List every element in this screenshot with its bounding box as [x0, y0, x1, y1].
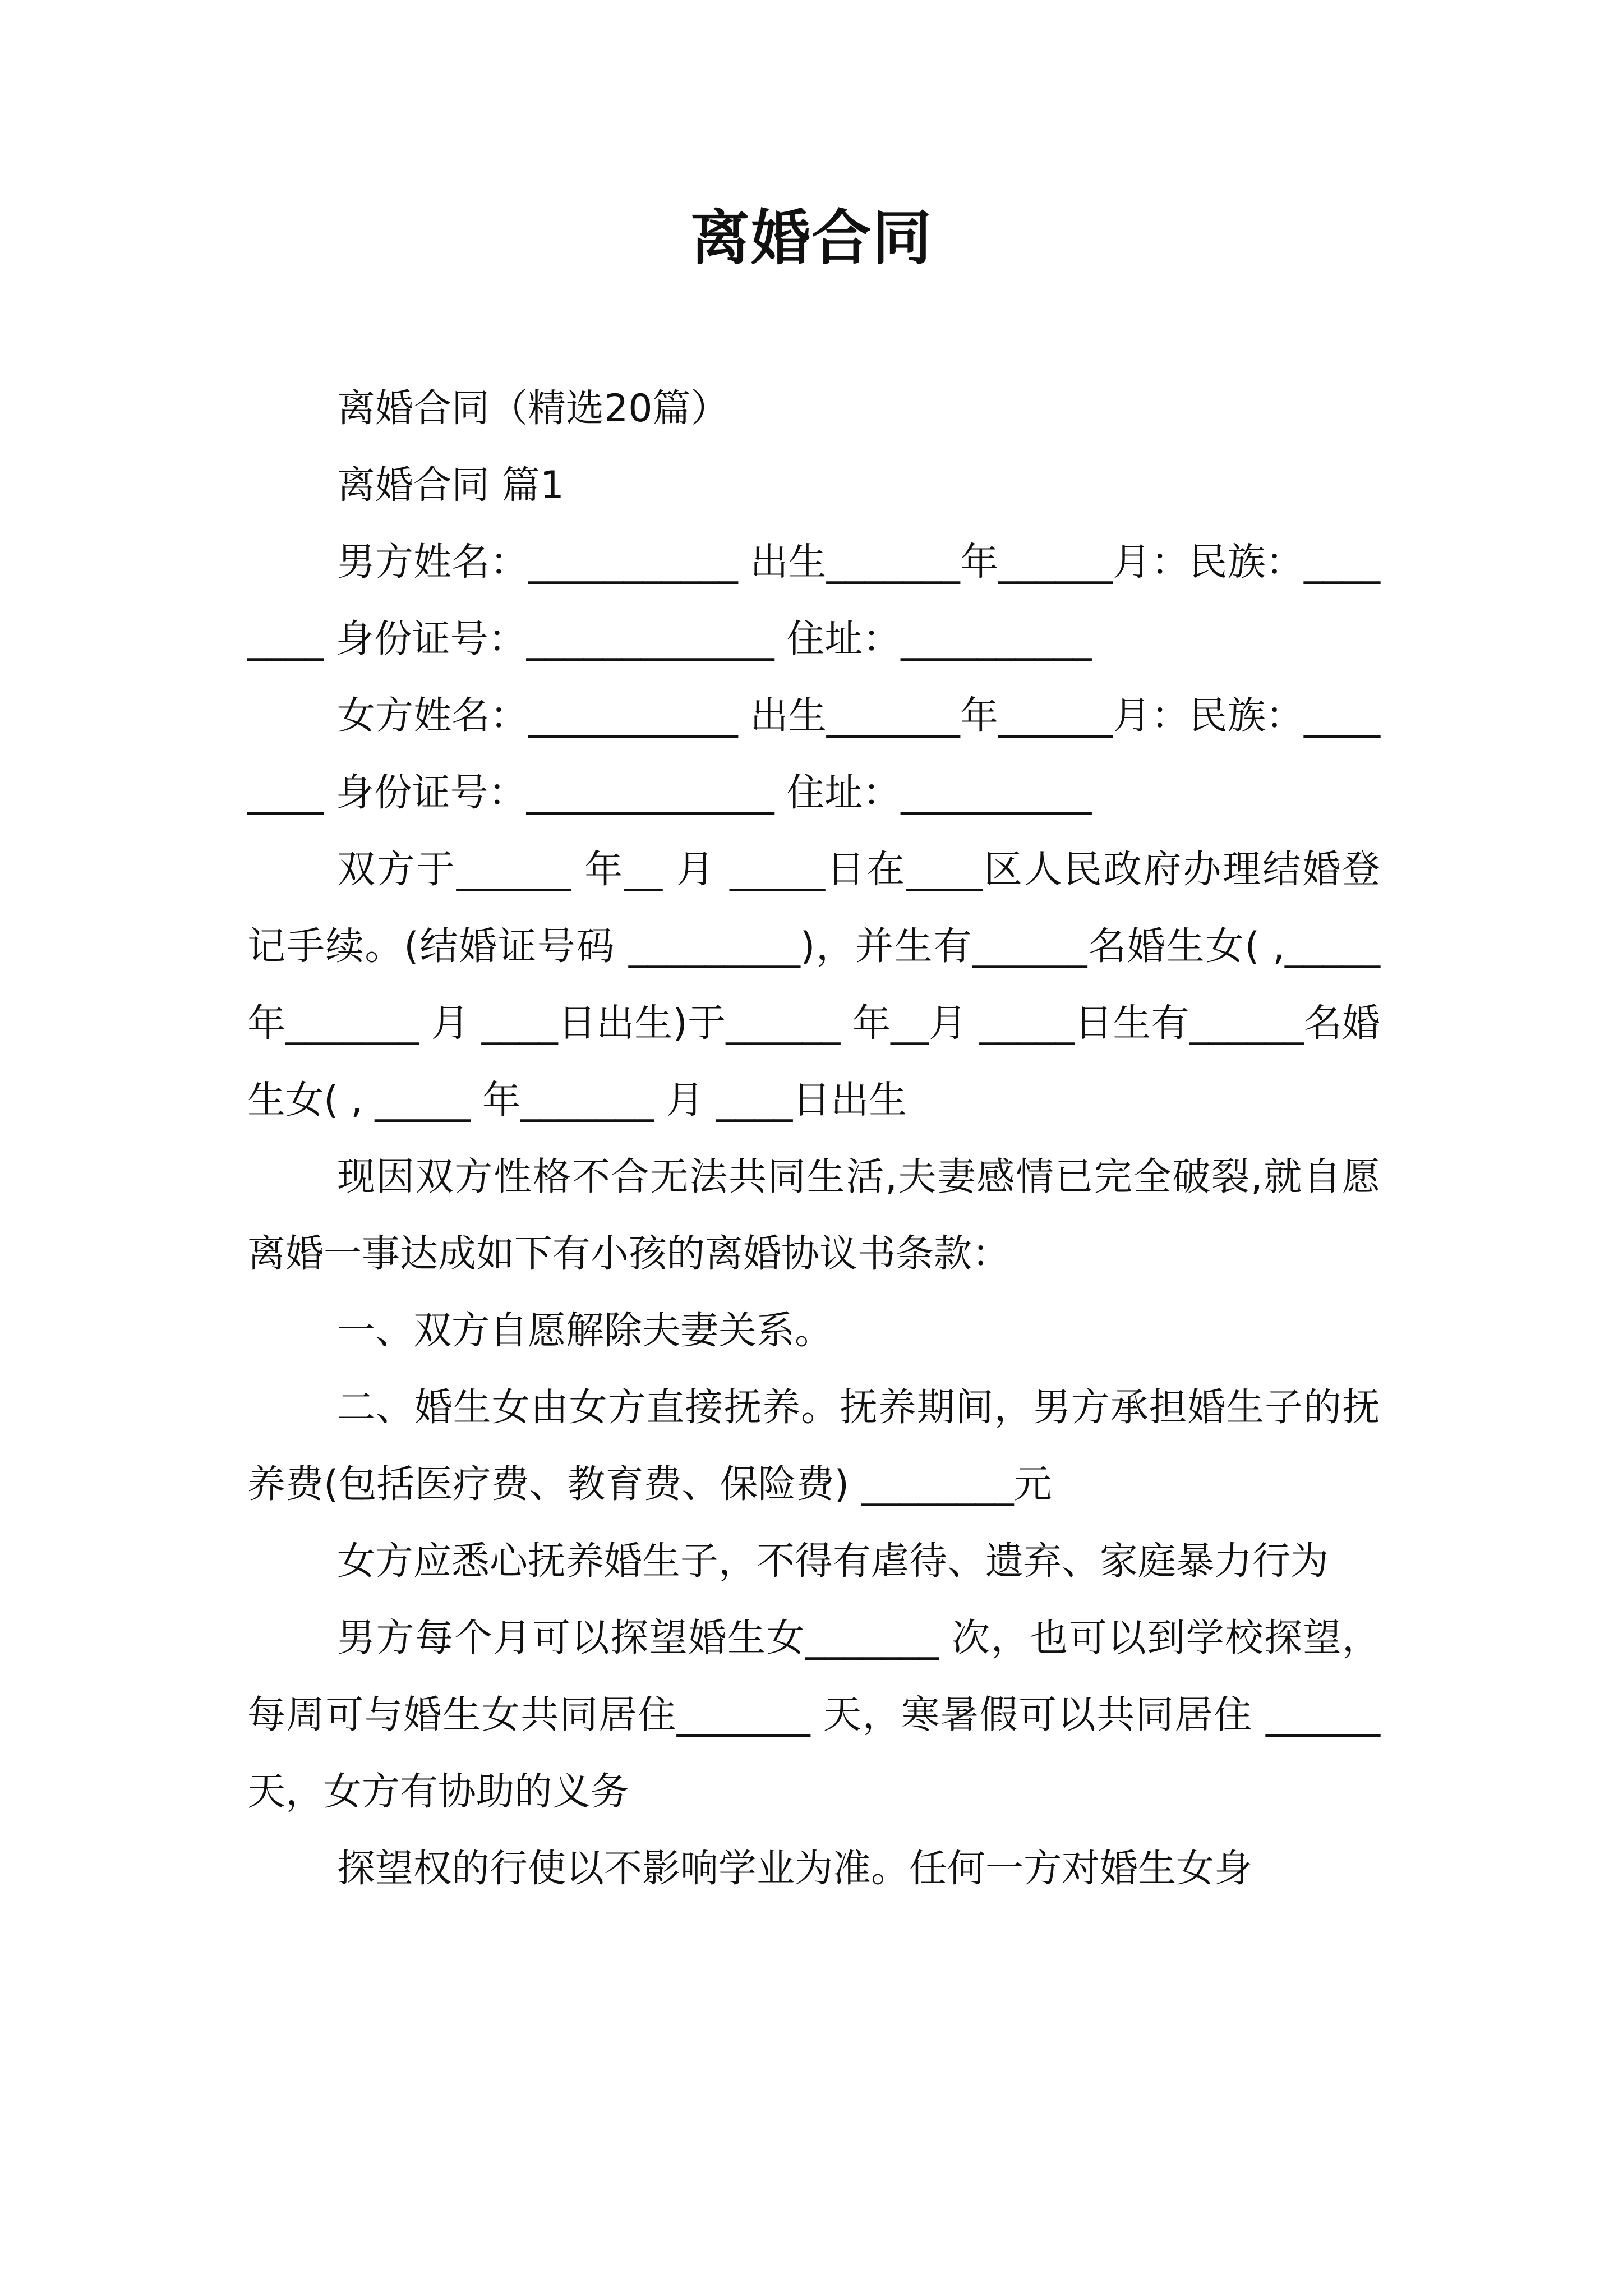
clause-1: 一、双方自愿解除夫妻关系。 [337, 1309, 833, 1353]
marriage-and-children-info: 双方于______ 年__ 月 _____日在____区人民政府办理结婚登记手续。(结婚证号码 _________)，并生有______名婚生女( ,_____ 年_______ 月 ____日出生)于______ 年__月 _____日生有______名婚生女( , _____ 年_______ 月 ____日出生 [247, 848, 1380, 1122]
male-party-info: 男方姓名：___________ 出生_______年______月：民族：________ 身份证号：_____________ 住址：__________ [247, 540, 1380, 661]
section-heading: 离婚合同 篇1 [337, 463, 564, 508]
female-party-info: 女方姓名：___________ 出生_______年______月：民族：________ 身份证号：_____________ 住址：__________ [247, 694, 1380, 815]
document-title: 离婚合同 [690, 204, 933, 273]
custody-obligation: 女方应悉心抚养婚生子，不得有虐待、遗弃、家庭暴力行为 [337, 1539, 1329, 1584]
clause-2: 二、婚生女由女方直接抚养。抚养期间，男方承担婚生子的抚养费(包括医疗费、教育费、保险费) ________元 [247, 1386, 1380, 1507]
visitation-rights: 探望权的行使以不影响学业为准。任何一方对婚生女身 [337, 1847, 1253, 1891]
collection-heading: 离婚合同（精选20篇） [337, 386, 729, 431]
visitation-terms: 男方每个月可以探望婚生女_______ 次，也可以到学校探望，每周可与婚生女共同居住_______ 天，寒暑假可以共同居住 ______天，女方有协助的义务 [247, 1616, 1380, 1814]
document-body [247, 370, 1380, 1907]
divorce-reason: 现因双方性格不合无法共同生活,夫妻感情已完全破裂,就自愿离婚一事达成如下有小孩的离婚协议书条款： [247, 1155, 1380, 1276]
